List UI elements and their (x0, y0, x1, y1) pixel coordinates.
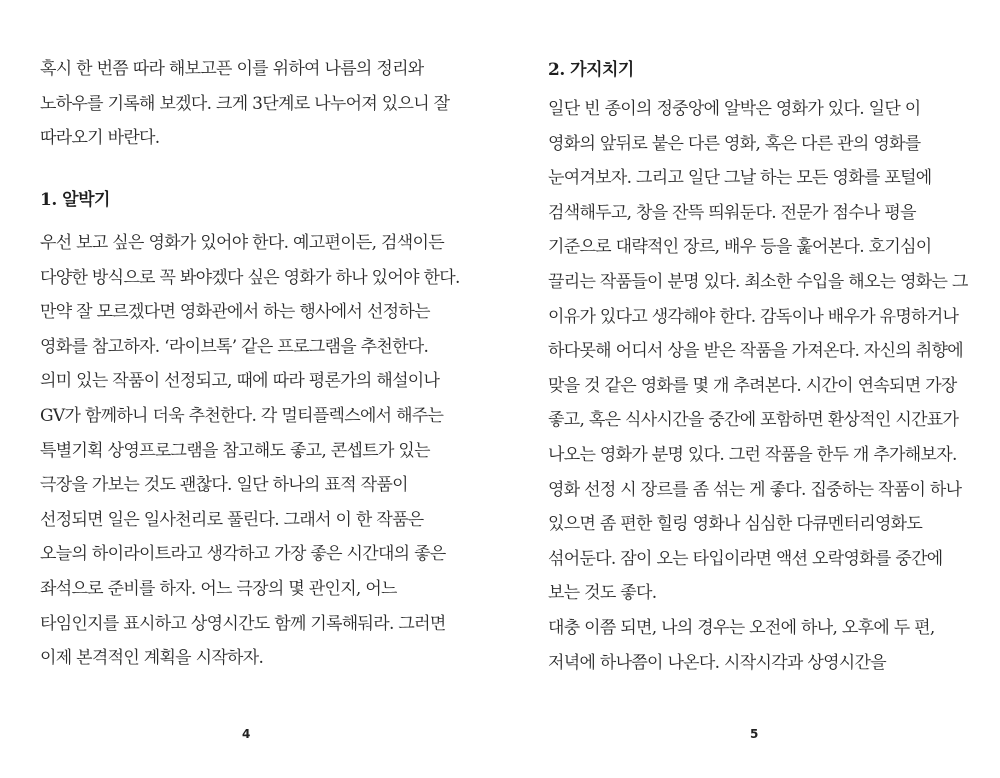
left-heading-block (40, 188, 464, 212)
page-number-left: 4 (242, 727, 251, 741)
page-number-right: 5 (750, 727, 759, 741)
left-body-block (40, 226, 464, 676)
section-heading-1: 1. 알박기 (40, 190, 110, 210)
right-page (548, 0, 968, 778)
section-1-body: 우선 보고 싶은 영화가 있어야 한다. 예고편이든, 검색이든 다양한 방식으로 꼭 봐야겠다 싶은 영화가 하나 있어야 한다. 만약 잘 모르겠다면 영화관에서 하는 행사에서 선정하는 영화를 참고하자. ‘라이브톡’ 같은 프로그램을 추천한다. 의미 있는 작품이 선정되고, 때에 따라 평론가의 해설이나 GV가 함께하니 더욱 추천한다. 각 멀티플렉스에서 해주는 특별기획 상영프로그램을 참고해도 좋고, 콘셉트가 있는 극장을 가보는 것도 괜찮다. 일단 하나의 표적 작품이 선정되면 일은 일사천리로 풀린다. 그래서 이 한 작품은 오늘의 하이라이트라고 생각하고 가장 좋은 시간대의 좋은 좌석으로 준비를 하자. 어느 극장의 몇 관인지, 어느 타임인지를 표시하고 상영시간도 함께 기록해둬라. 그러면 이제 본격적인 계획을 시작하자. (40, 233, 460, 669)
right-body-block (548, 92, 968, 680)
section-2-body-continued: 대충 이쯤 되면, 나의 경우는 오전에 하나, 오후에 두 편, 저녁에 하나쯤이 나온다. 시작시각과 상영시간을 (548, 617, 935, 673)
right-heading-block (548, 58, 968, 82)
section-heading-2: 2. 가지치기 (548, 60, 634, 80)
section-2-body: 일단 빈 종이의 정중앙에 알박은 영화가 있다. 일단 이 영화의 앞뒤로 붙은 다른 영화, 혹은 다른 관의 영화를 눈여겨보자. 그리고 일단 그날 하는 모든 영화를 포털에 검색해두고, 창을 잔뜩 띄워둔다. 전문가 점수나 평을 기준으로 대략적인 장르, 배우 등을 훑어본다. 호기심이 끌리는 작품들이 분명 있다. 최소한 수입을 해오는 영화는 그 이유가 있다고 생각해야 한다. 감독이나 배우가 유명하거나 하다못해 어디서 상을 받은 작품을 가져온다. 자신의 취향에 맞을 것 같은 영화를 몇 개 추려본다. 시간이 연속되면 가장 좋고, 혹은 식사시간을 중간에 포함하면 환상적인 시간표가 나오는 영화가 분명 있다. 그런 작품을 한두 개 추가해보자. 영화 선정 시 장르를 좀 섞는 게 좋다. 집중하는 작품이 하나 있으면 좀 편한 힐링 영화나 심심한 다큐멘터리영화도 섞어둔다. 잠이 오는 타입이라면 액션 오락영화를 중간에 보는 것도 좋다. (548, 99, 968, 604)
intro-paragraph: 혹시 한 번쯤 따라 해보고픈 이를 위하여 나름의 정리와 노하우를 기록해 보겠다. 크게 3단계로 나누어져 있으니 잘 따라오기 바란다. (40, 59, 450, 149)
left-intro-block (40, 52, 464, 156)
left-page (40, 0, 464, 778)
